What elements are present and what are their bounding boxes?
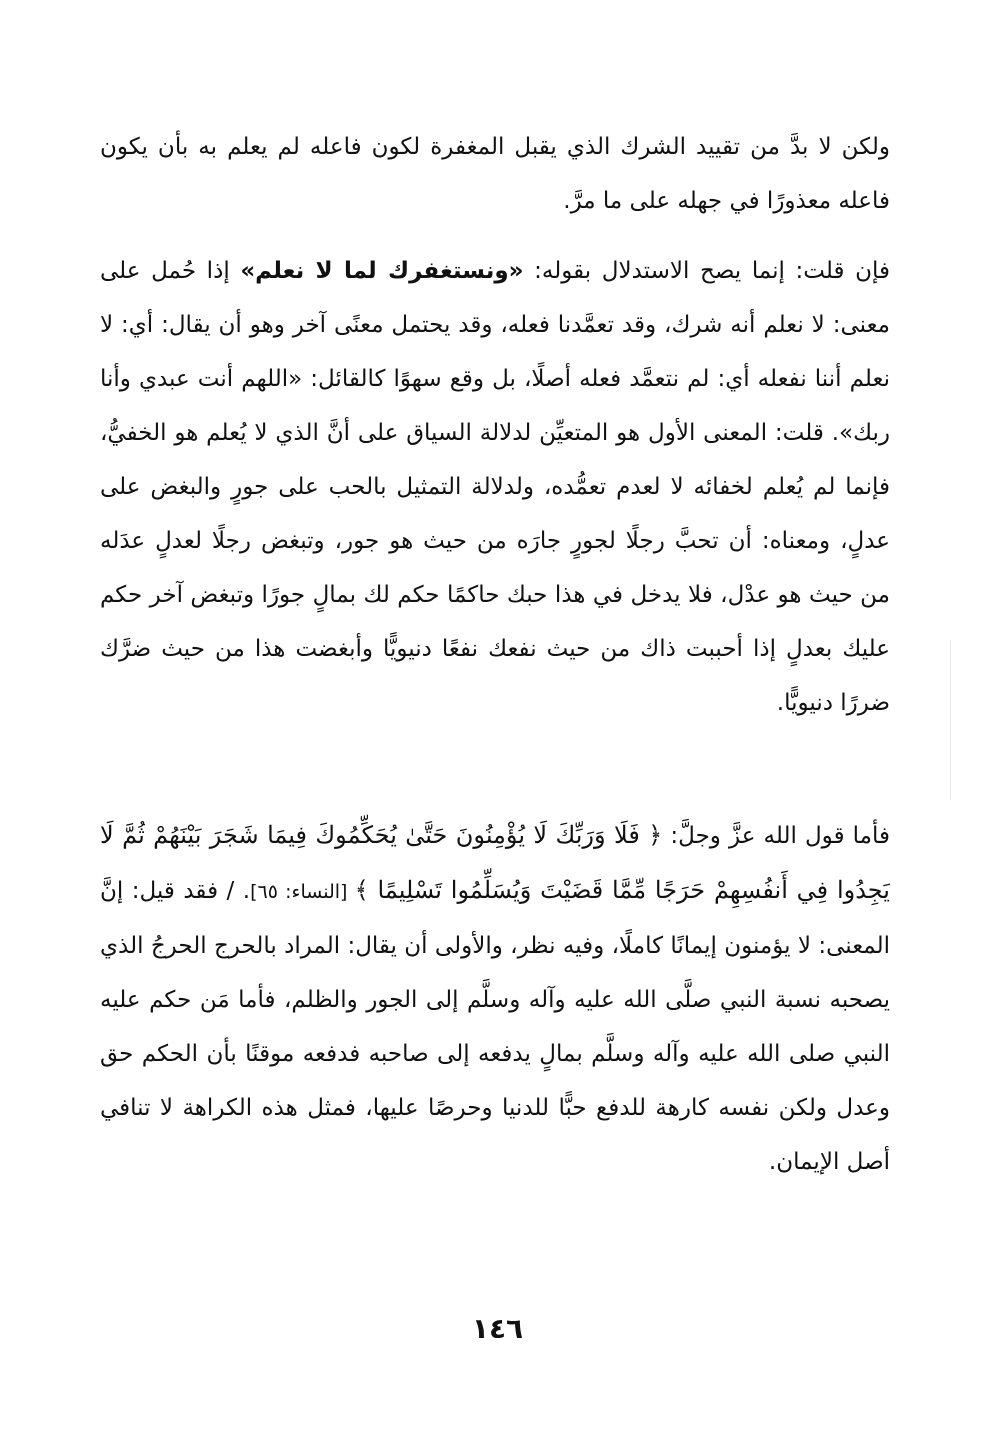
- paragraph-3: [100, 808, 890, 1189]
- paragraph-3-lead: فأما قول الله عزَّ وجلَّ:: [662, 823, 890, 849]
- paragraph-1-text: ولكن لا بدَّ من تقييد الشرك الذي يقبل المغفرة لكون فاعله لم يعلم به بأن يكون فاعله معذورًا في جهله على ما مرَّ.: [100, 134, 890, 214]
- paragraph-2-lead: فإن قلت: إنما يصح الاستدلال بقوله:: [523, 258, 890, 284]
- paragraph-1: [100, 120, 890, 228]
- quran-verse: ﴿ فَلَا وَرَبِّكَ لَا يُؤْمِنُونَ حَتَّىٰ يُحَكِّمُوكَ فِيمَا شَجَرَ بَيْنَهُمْ ثُمَّ لَا يَجِدُوا فِي أَنفُسِهِمْ حَرَجًا مِّمَّا قَضَيْتَ وَيُسَلِّمُوا تَسْلِيمًا ﴾: [100, 821, 890, 904]
- paragraph-2-rest: إذا حُمل على معنى: لا نعلم أنه شرك، وقد تعمَّدنا فعله، وقد يحتمل معنًى آخر وهو أن يقال: أي: لا نعلم أننا نفعله أي: لم نتعمَّد فعله أصلًا، بل وقع سهوًا كالقائل: «اللهم أنت عبدي وأنا ربك». قلت: المعنى الأول هو المتعيِّن لدلالة السياق على أنَّ الذي لا يُعلم هو الخفيُّ، فإنما لم يُعلم لخفائه لا لعدم تعمُّده، ولدلالة التمثيل بالحب على جورٍ والبغض على عدلٍ، ومعناه: أن تحبَّ رجلًا لجورٍ جارَه من حيث هو جور، وتبغض رجلًا لعدلٍ عدَله من حيث هو عدْل، فلا يدخل في هذا حبك حاكمًا حكم لك بمالٍ جورًا وتبغض آخر حكم عليك بعدلٍ إذا أحببت ذاك من حيث نفعك نفعًا دنيويًّا وأبغضت هذا من حيث ضرَّك ضررًا دنيويًّا.: [100, 258, 890, 716]
- paragraph-2-quote: «ونستغفرك لما لا نعلم»: [240, 258, 524, 284]
- verse-reference: [النساء: ٦٥]: [250, 881, 355, 903]
- paragraph-3-rest: . / فقد قيل: إنَّ المعنى: لا يؤمنون إيمانًا كاملًا، وفيه نظر، والأولى أن يقال: المراد بالحرج الحرجُ الذي يصحبه نسبة النبي صلَّى الله عليه وآله وسلَّم إلى الجور والظلم، فأما مَن حكم عليه النبي صلى الله عليه وآله وسلَّم بمالٍ يدفعه إلى صاحبه فدفعه موقنًا بأن الحكم حق وعدل ولكن نفسه كارهة للدفع حبًّا للدنيا وحرصًا عليها، فمثل هذه الكراهة لا تنافي أصل الإيمان.: [100, 878, 890, 1175]
- paragraph-2: [100, 244, 890, 730]
- scan-margin-line: [950, 640, 951, 800]
- page-number: ١٤٦: [471, 1312, 524, 1345]
